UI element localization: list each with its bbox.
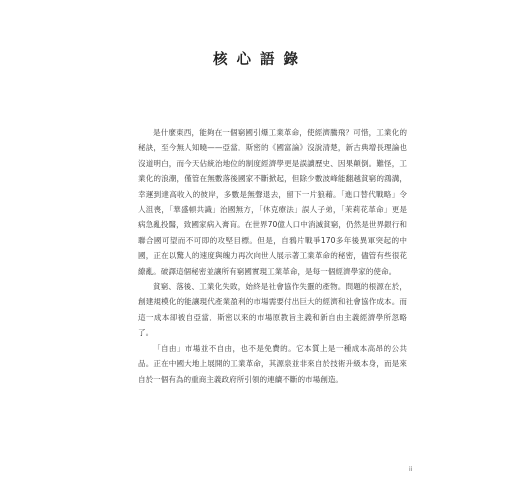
body-text	[138, 125, 407, 387]
paragraph-1: 是什麼東西，能夠在一個窮國引爆工業革命，使經濟騰飛？可惜，工業化的秘訣，至今無人知曉——亞當．斯密的《國富論》沒說清楚，新古典增長理論也沒道明白，而今天佔統治地位的制度經濟學更是誤讀歷史、因果顛倒。難怪，工業化的浪潮，僅管在無數落後國家不斷掀起，但除少數波峰能翻越貧窮的鴻溝，幸運到達高收入的彼岸，多數是無聲退去，留下一片狼藉。「進口替代戰略」令人沮喪，「華盛頓共識」治國無方，「休克療法」誤人子弟，「茉莉花革命」更是病急亂投醫，致國家病入膏肓。在世界70億人口中消滅貧窮，仍然是世界銀行和聯合國可望而不可即的攻堅目標。但是，自鴉片戰爭170多年後異軍突起的中國，正在以驚人的速度與魄力再次向世人展示著工業革命的秘密，儘管有些很花繚亂。破譯這個秘密並讓所有窮國實現工業革命，是每一個經濟學家的使命。	[138, 128, 407, 276]
page-number: ii	[409, 466, 413, 473]
paragraph-3: 「自由」市場並不自由，也不是免費的。它本質上是一種成本高昂的公共品。正在中國大地上展開的工業革命，其源泉並非來自於技術升級本身，而是來自於一個有為的重商主義政府所引領的連續不斷的市場創造。	[138, 343, 407, 384]
page-title: 核心語錄	[213, 52, 307, 68]
paragraph-2: 貧窮、落後、工業化失敗，始終是社會協作失靈的產物。問題的根源在於，創建規模化的能讓現代產業盈利的市場需要付出巨大的經濟和社會協作成本。而這一成本卻被自亞當．斯密以來的市場原教旨主義和新自由主義經濟學所忽略了。	[138, 282, 407, 338]
